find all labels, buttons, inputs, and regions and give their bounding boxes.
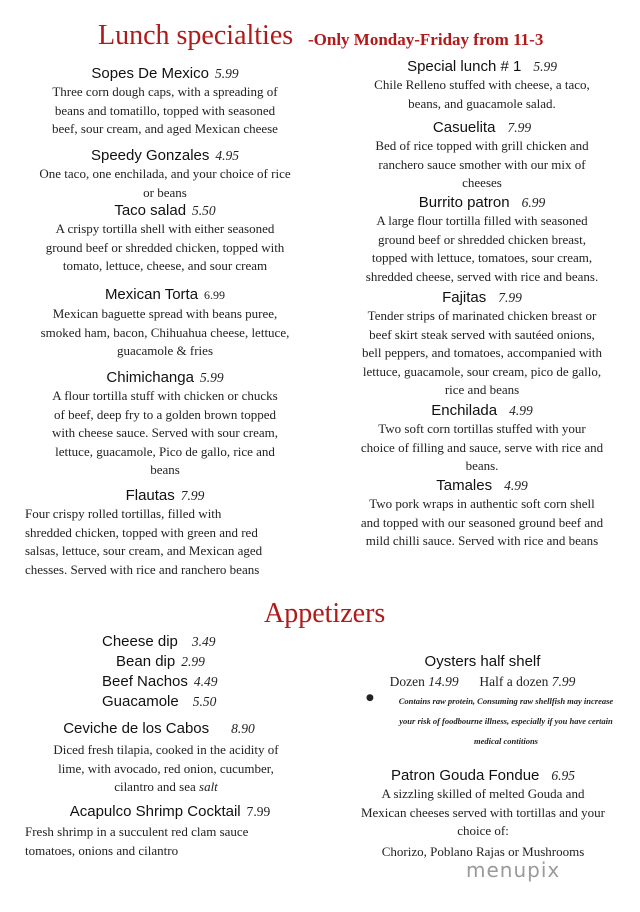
item-desc-line: of beef, deep fry to a golden brown topped — [53, 406, 276, 422]
dozen-price: 14.99 — [428, 674, 459, 689]
item-price: 8.90 — [231, 721, 255, 736]
item-name: Chimichanga — [106, 369, 194, 386]
item-name: Flautas — [125, 487, 175, 504]
item-desc-line: Bed of rice topped with grill chicken and — [375, 138, 589, 153]
item-name: Enchilada — [431, 402, 498, 419]
item-price: 7.99 — [246, 804, 271, 819]
menu-item — [20, 146, 310, 201]
item-price: 4.49 — [193, 674, 218, 689]
item-desc-line: Mexican cheeses served with tortillas and your — [360, 804, 606, 820]
menu-item — [20, 285, 310, 368]
item-desc-line: choice of filling and sauce, serve with rice and — [360, 439, 604, 455]
item-desc-line: lettuce, guacamole, sour cream, pico de gallo, — [362, 363, 602, 379]
appetizer-item — [102, 652, 262, 672]
menu-item — [334, 401, 630, 476]
item-desc-line: Two soft corn tortillas stuffed with your — [378, 421, 586, 436]
item-name: Cheese dip — [102, 633, 178, 650]
menu-item — [334, 193, 630, 288]
item-desc-line: A crispy tortilla shell with either seasoned — [55, 221, 275, 236]
item-price: 7.99 — [498, 290, 522, 305]
menu-item — [334, 57, 630, 118]
item-desc-line: beans and tomatillo, topped with seasoned — [54, 102, 276, 118]
item-desc-line: cheeses — [462, 175, 502, 190]
item-name: Mexican Torta — [104, 286, 199, 303]
item-desc-line: beef skirt steak served with sautéed onions, — [369, 326, 595, 342]
appetizer-item — [102, 692, 262, 712]
item-desc-line: Diced fresh tilapia, cooked in the acidity of — [53, 742, 279, 757]
item-desc-line: ground beef or shredded chicken, topped with — [45, 239, 285, 255]
item-desc-line: bell peppers, and tomatoes, accompanied with — [361, 345, 603, 360]
item-desc-line: Chile Relleno stuffed with cheese, a taco, — [374, 77, 590, 92]
item-price: 4.99 — [509, 403, 533, 418]
item-name: Bean dip — [116, 653, 176, 670]
item-name: Patron Gouda Fondue — [390, 767, 540, 784]
item-price: 2.99 — [181, 654, 205, 669]
item-desc-line: A large flour tortilla filled with seasoned — [376, 213, 588, 228]
menu-item — [20, 64, 310, 146]
item-desc-line: lime, with avocado, red onion, cucumber, — [58, 760, 274, 776]
item-name: Speedy Gonzales — [90, 147, 210, 164]
item-desc-line: smoked ham, bacon, Chihuahua cheese, lettuce, — [40, 324, 290, 340]
item-price: 5.99 — [199, 370, 224, 385]
appetizer-fondue — [336, 766, 630, 861]
item-desc-line: Mexican baguette spread with beans puree, — [52, 306, 278, 321]
lunch-right-column — [334, 57, 630, 551]
item-name: Tamales — [436, 477, 493, 494]
item-price: 5.99 — [533, 59, 557, 74]
menu-item — [20, 368, 310, 486]
item-price: 4.95 — [215, 148, 240, 163]
item-price: 4.99 — [504, 478, 528, 493]
dozen-label: Dozen — [389, 674, 425, 689]
item-desc-line: mild chilli sauce. Served with rice and beans — [365, 533, 599, 548]
item-name: Oysters half shelf — [424, 653, 541, 670]
item-desc-line: shredded chicken, topped with green and red — [25, 524, 258, 540]
item-price: 5.99 — [214, 66, 239, 81]
appetizer-item — [102, 672, 262, 692]
item-desc-line: Tender strips of marinated chicken breast or — [367, 308, 597, 323]
item-name: Guacamole — [102, 693, 179, 710]
item-desc-line: ground beef or shredded chicken breast, — [378, 231, 586, 247]
item-desc-line: beans, and guacamole salad. — [408, 95, 556, 111]
item-name: Special lunch # 1 — [407, 58, 522, 75]
item-desc-line: beans. — [465, 458, 499, 473]
notice-line: medical contitions — [474, 736, 538, 746]
menu-item — [334, 288, 630, 401]
item-price: 5.50 — [192, 203, 216, 218]
lunch-left-column — [20, 64, 310, 579]
item-desc-line: Three corn dough caps, with a spreading of — [52, 84, 278, 99]
item-desc-line: A sizzling skilled of melted Gouda and — [381, 786, 585, 801]
item-desc-line: or beans — [143, 184, 187, 200]
item-desc-line: Fresh shrimp in a succulent red clam sauce — [25, 824, 249, 839]
item-desc-line: beans — [150, 462, 180, 477]
item-price: 7.99 — [507, 120, 532, 135]
appetizer-oysters — [340, 652, 625, 692]
item-desc-line: One taco, one enchilada, and your choice of rice — [39, 166, 291, 181]
item-name: Fajitas — [442, 289, 487, 306]
item-desc-line: lettuce, guacamole, Pico de gallo, rice and — [55, 443, 275, 459]
item-desc-line: rice and beans — [444, 382, 520, 397]
menu-item — [20, 486, 310, 579]
item-name: Ceviche de los Cabos — [63, 720, 210, 737]
item-price: 5.50 — [192, 694, 217, 709]
item-name: Casuelita — [432, 119, 496, 136]
item-desc-line: Chorizo, Poblano Rajas or Mushrooms — [381, 843, 585, 859]
item-name: Sopes De Mexico — [91, 65, 209, 82]
item-price: 6.99 — [204, 288, 226, 302]
appetizer-simple-list — [102, 632, 262, 712]
lunch-title: Lunch specialties — [98, 20, 294, 51]
item-desc-line: ranchero sauce smother with our mix of — [378, 156, 586, 172]
item-desc-line: cilantro and sea — [114, 779, 196, 794]
item-name: Burrito patron — [418, 194, 510, 211]
appetizers-title: Appetizers — [264, 598, 386, 629]
item-desc-line: guacamole & fries — [116, 343, 213, 358]
item-desc-line: chesses. Served with rice and ranchero beans — [25, 561, 260, 577]
item-desc-line: tomato, lettuce, cheese, and sour cream — [62, 258, 268, 273]
menu-item — [334, 476, 630, 551]
item-price: 6.99 — [521, 195, 546, 210]
item-name: Acapulco Shrimp Cocktail — [69, 803, 241, 820]
raw-food-notice — [384, 693, 628, 749]
item-desc-line: choice of: — [457, 823, 509, 838]
item-desc-word: salt — [199, 779, 218, 794]
item-desc-line: salsas, lettuce, sour cream, and Mexican aged — [25, 543, 263, 558]
bullet-icon: ● — [366, 693, 374, 703]
item-price: 6.95 — [551, 768, 576, 783]
appetizer-item — [102, 632, 262, 652]
item-price: 3.49 — [191, 634, 216, 649]
menupix-watermark: menupix — [466, 858, 561, 882]
item-name: Beef Nachos — [102, 673, 188, 690]
item-desc-line: with cheese sauce. Served with sour cream, — [52, 425, 278, 440]
item-desc-line: topped with lettuce, tomatoes, sour cream, — [371, 250, 593, 265]
item-price: 7.99 — [180, 488, 205, 503]
lunch-subtitle: -Only Monday-Friday from 11-3 — [308, 30, 544, 49]
item-name: Taco salad — [114, 202, 187, 219]
item-desc-line: tomatoes, onions and cilantro — [25, 842, 179, 858]
item-desc-line: and topped with our seasoned ground beef and — [360, 514, 604, 530]
notice-line: your risk of foodbourne illness, especially if you have certain — [399, 716, 613, 726]
menu-item — [334, 118, 630, 193]
item-desc-line: A flour tortilla stuff with chicken or chucks — [52, 388, 278, 403]
item-desc-line: shredded cheese, served with rice and beans. — [365, 268, 599, 284]
notice-line: Contains raw protein, Consuming raw shellfish may increase — [398, 696, 614, 706]
half-dozen-price: 7.99 — [551, 674, 576, 689]
menu-item — [20, 201, 310, 285]
half-dozen-label: Half a dozen — [479, 674, 549, 689]
item-desc-line: beef, sour cream, and aged Mexican cheese — [52, 121, 278, 136]
appetizer-shrimp — [25, 802, 315, 860]
item-desc-line: Two pork wraps in authentic soft corn shell — [369, 496, 595, 511]
appetizer-ceviche — [20, 719, 312, 797]
item-desc-line: Four crispy rolled tortillas, filled with — [25, 506, 222, 521]
